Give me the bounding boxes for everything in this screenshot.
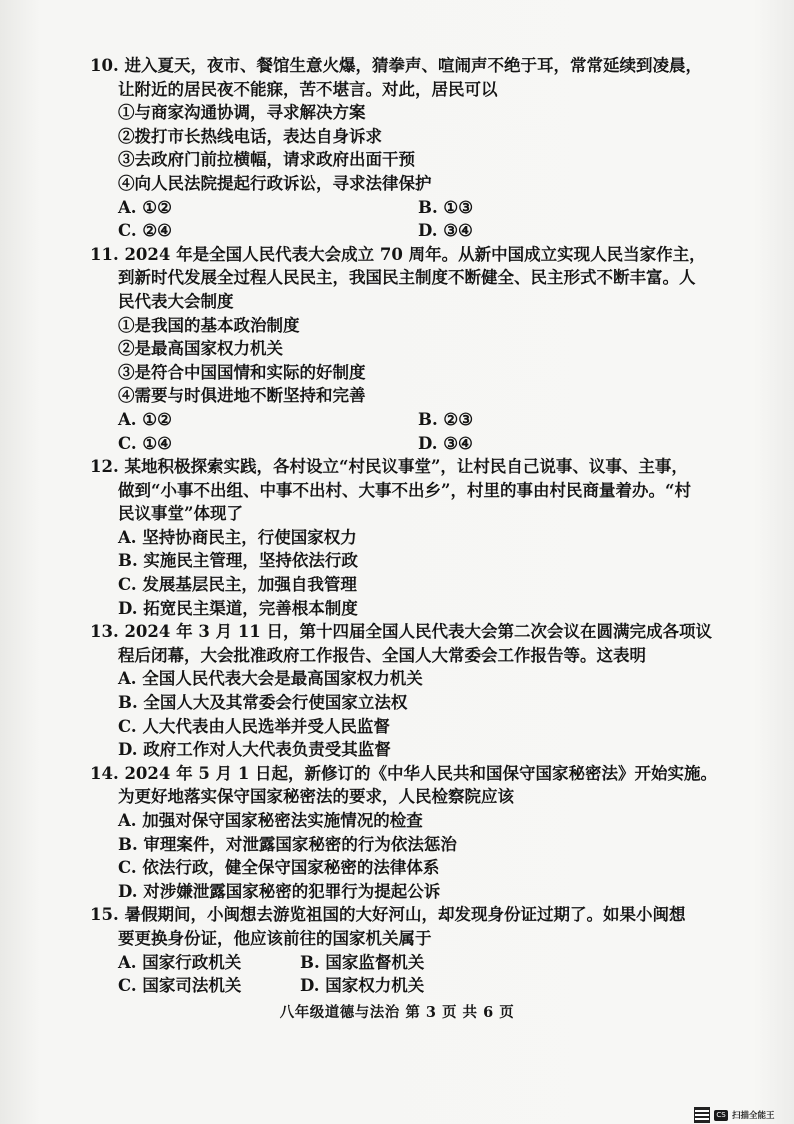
question-14 [90,762,740,904]
scanner-app-name: 扫描全能王 [732,1111,775,1121]
option-a: A. 坚持协商民主，行使国家权力 [118,527,357,547]
question-stem-line: 要更换身份证，他应该前往的国家机关属于 [118,928,432,948]
question-stem-line: 做到“小事不出组、中事不出村、大事不出乡”，村里的事由村民商量着办。“村 [118,480,691,500]
question-13 [90,620,740,762]
option-c: C. 发展基层民主，加强自我管理 [118,575,357,595]
question-stem-line: 11. 2024 年是全国人民代表大会成立 70 周年。从新中国成立实现人民当家作主， [90,244,706,264]
option-b: B. ②③ [418,409,474,429]
question-10 [90,54,740,243]
option-d: D. 国家权力机关 [300,976,425,996]
statement-item: ②拨打市长热线电话，表达自身诉求 [118,126,382,146]
statement-item: ②是最高国家权力机关 [118,339,283,359]
statement-item: ①是我国的基本政治制度 [118,315,300,335]
question-12 [90,455,740,620]
question-list [90,54,740,998]
option-d: D. 拓宽民主渠道，完善根本制度 [118,598,358,618]
question-stem-line: 到新时代发展全过程人民民主，我国民主制度不断健全、民主形式不断丰富。人 [118,268,696,288]
option-b: B. ①③ [418,197,474,217]
option-d: D. 政府工作对人大代表负责受其监督 [118,740,391,760]
answer-options [90,408,740,455]
question-stem-line: 12. 某地积极探索实践，各村设立“村民议事堂”，让村民自己说事、议事、主事， [90,457,688,477]
question-stem-line: 14. 2024 年 5 月 1 日起，新修订的《中华人民共和国保守国家秘密法》开始实施。 [90,763,718,783]
option-b: B. 审理案件，对泄露国家秘密的行为依法惩治 [118,834,457,854]
question-11 [90,243,740,455]
option-c: C. 国家司法机关 [118,976,242,996]
page-footer: 八年级道德与法治 第 3 页 共 6 页 [279,1004,515,1021]
answer-options [90,951,740,998]
option-a: A. 全国人民代表大会是最高国家权力机关 [118,669,423,689]
option-d: D. 对涉嫌泄露国家秘密的犯罪行为提起公诉 [118,881,441,901]
option-b: B. 国家监督机关 [300,952,425,972]
question-15 [90,903,740,997]
question-stem-line: 15. 暑假期间，小闽想去游览祖国的大好河山，却发现身份证过期了。如果小闽想 [90,905,686,925]
answer-options [90,196,740,243]
option-b: B. 实施民主管理，坚持依法行政 [118,551,358,571]
qr-code-icon [694,1107,710,1123]
camscanner-logo: CS [714,1110,728,1121]
statement-item: ④向人民法院提起行政诉讼，寻求法律保护 [118,173,432,193]
option-c: C. 人大代表由人民选举并受人民监督 [118,716,390,736]
question-stem-line: 为更好地落实保守国家秘密法的要求，人民检察院应该 [118,787,514,807]
option-a: A. 加强对保守国家秘密法实施情况的检查 [118,811,423,830]
question-stem-line: 让附近的居民夜不能寐，苦不堪言。对此，居民可以 [118,79,498,99]
statement-item: ①与商家沟通协调，寻求解决方案 [118,103,366,123]
option-b: B. 全国人大及其常委会行使国家立法权 [118,693,408,713]
scanner-watermark [694,1107,784,1123]
statement-item: ④需要与时俱进地不断坚持和完善 [118,386,366,406]
option-a: A. ①② [118,409,172,429]
option-a: A. 国家行政机关 [118,952,242,972]
option-c: C. ②④ [118,221,172,241]
question-stem-line: 民代表大会制度 [118,291,234,311]
option-d: D. ③④ [418,221,473,241]
question-stem-line: 10. 进入夏天，夜市、餐馆生意火爆，猜拳声、喧闹声不绝于耳，常常延续到凌晨， [90,56,702,75]
question-stem-line: 民议事堂”体现了 [118,504,243,524]
option-a: A. ①② [118,197,172,217]
option-c: C. ①④ [118,433,172,453]
statement-item: ③是符合中国国情和实际的好制度 [118,362,366,382]
question-stem-line: 13. 2024 年 3 月 11 日，第十四届全国人民代表大会第二次会议在圆满完成各项议 [90,622,713,642]
statement-item: ③去政府门前拉横幅，请求政府出面干预 [118,150,415,170]
option-c: C. 依法行政，健全保守国家秘密的法律体系 [118,858,440,878]
question-stem-line: 程后闭幕，大会批准政府工作报告、全国人大常委会工作报告等。这表明 [118,645,646,665]
option-d: D. ③④ [418,433,473,453]
